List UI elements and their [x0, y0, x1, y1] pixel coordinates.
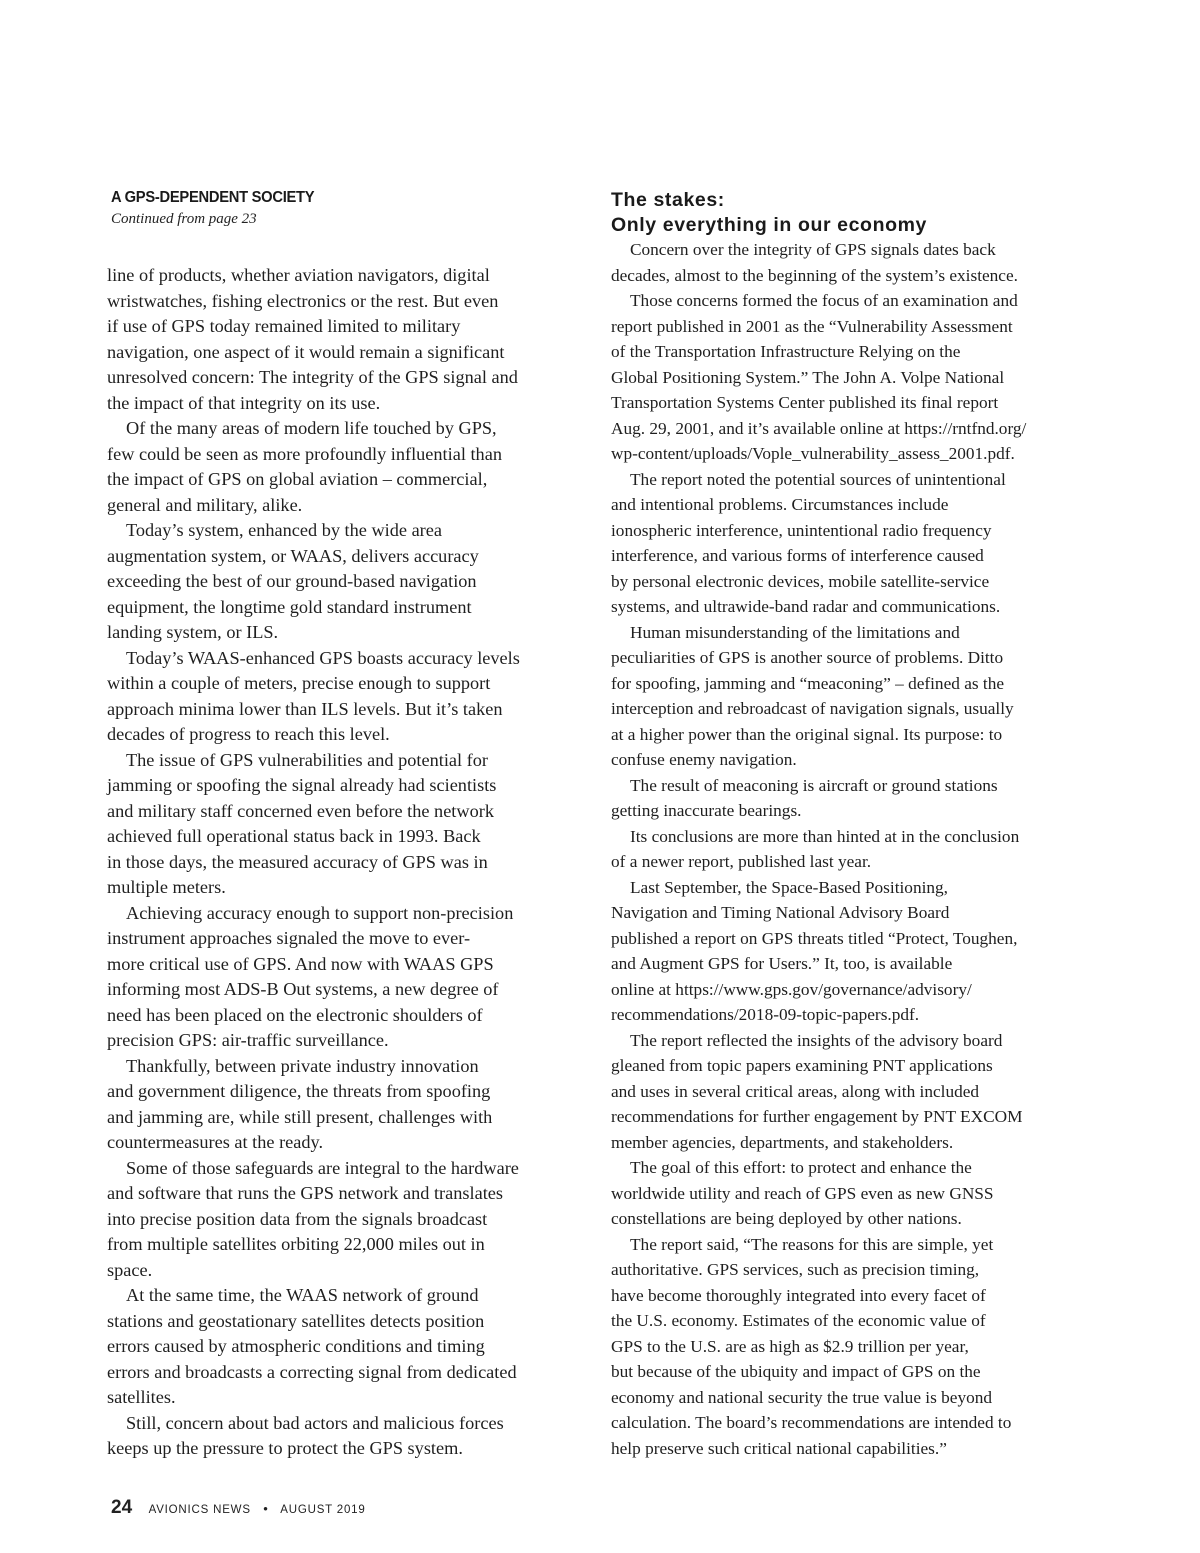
text-line: multiple meters. — [107, 877, 226, 897]
text-line: worldwide utility and reach of GPS even as new GNSS — [611, 1183, 994, 1203]
paragraph — [611, 824, 1083, 875]
text-line: countermeasures at the ready. — [107, 1132, 324, 1152]
paragraph — [107, 518, 577, 646]
text-line: calculation. The board’s recommendations are intended to — [611, 1413, 1012, 1432]
text-line: Aug. 29, 2001, and it’s available online at https://rntfnd.org/ — [611, 418, 1027, 438]
text-line: confuse enemy navigation. — [611, 750, 797, 769]
text-line: The goal of this effort: to protect and enhance the — [630, 1158, 972, 1177]
footer-separator: • — [263, 1501, 268, 1516]
paragraph — [611, 1232, 1083, 1462]
text-line: Global Positioning System.” The John A. Volpe National — [611, 367, 1005, 387]
text-line: from multiple satellites orbiting 22,000 miles out in — [107, 1234, 485, 1254]
text-line: ionospheric interference, unintentional radio frequency — [611, 520, 992, 540]
text-line: Human misunderstanding of the limitations and — [630, 622, 960, 642]
text-line: GPS to the U.S. are as high as $2.9 trillion per year, — [611, 1336, 969, 1356]
text-line: report published in 2001 as the “Vulnerability Assessment — [611, 316, 1013, 336]
text-line: Today’s system, enhanced by the wide area — [126, 520, 442, 540]
text-line: the impact of that integrity on its use. — [107, 392, 381, 413]
paragraph — [611, 288, 1083, 467]
text-line: informing most ADS-B Out systems, a new degree of — [107, 979, 499, 999]
text-line: line of products, whether aviation navigators, digital — [107, 265, 490, 285]
text-line: achieved full operational status back in 1993. Back — [107, 826, 481, 846]
text-line: wristwatches, fishing electronics or the rest. But even — [107, 290, 499, 311]
heading-line: Only everything in our economy — [611, 214, 927, 236]
heading-line: The stakes: — [611, 189, 725, 211]
text-line: and jamming are, while still present, challenges with — [107, 1106, 493, 1127]
magazine-name: AVIONICS NEWS — [148, 1504, 251, 1516]
text-line: approach minima lower than ILS levels. But it’s taken — [107, 698, 503, 719]
text-line: Still, concern about bad actors and malicious forces — [126, 1412, 504, 1433]
text-line: navigation, one aspect of it would remain a significant — [107, 341, 505, 362]
text-line: decades, almost to the beginning of the system’s existence. — [611, 265, 1018, 285]
paragraph — [107, 416, 577, 518]
text-line: The report noted the potential sources of unintentional — [630, 469, 1006, 489]
text-line: help preserve such critical national capabilities.” — [611, 1438, 947, 1458]
text-line: the impact of GPS on global aviation – commercial, — [107, 469, 488, 489]
text-line: gleaned from topic papers examining PNT applications — [611, 1056, 993, 1075]
text-line: The issue of GPS vulnerabilities and potential for — [126, 749, 489, 770]
paragraph — [611, 620, 1083, 773]
text-line: need has been placed on the electronic shoulders of — [107, 1004, 483, 1025]
text-line: within a couple of meters, precise enough to support — [107, 673, 491, 693]
text-line: errors caused by atmospheric conditions and timing — [107, 1336, 485, 1356]
text-line: authoritative. GPS services, such as precision timing, — [611, 1260, 980, 1279]
text-line: jamming or spoofing the signal already had scientists — [107, 775, 497, 795]
left-column — [107, 263, 577, 1462]
text-line: systems, and ultrawide-band radar and communications. — [611, 597, 1001, 616]
text-line: augmentation system, or WAAS, delivers accuracy — [107, 545, 479, 566]
paragraph — [107, 901, 577, 1054]
text-line: At the same time, the WAAS network of ground — [126, 1285, 479, 1305]
text-line: errors and broadcasts a correcting signal from dedicated — [107, 1361, 517, 1382]
text-line: but because of the ubiquity and impact of GPS on the — [611, 1362, 981, 1381]
text-line: Of the many areas of modern life touched by GPS, — [126, 418, 497, 438]
text-line: and software that runs the GPS network and translates — [107, 1183, 504, 1203]
text-line: in those days, the measured accuracy of GPS was in — [107, 851, 488, 872]
text-line: Achieving accuracy enough to support non-precision — [126, 902, 514, 923]
text-line: and military staff concerned even before the network — [107, 800, 494, 821]
text-line: Navigation and Timing National Advisory Board — [611, 903, 950, 922]
text-line: the U.S. economy. Estimates of the economic value of — [611, 1311, 986, 1330]
paragraph — [107, 1054, 577, 1156]
text-line: Last September, the Space-Based Positioning, — [630, 877, 948, 897]
paragraph — [107, 1156, 577, 1284]
text-line: Some of those safeguards are integral to the hardware — [126, 1157, 519, 1178]
text-line: published a report on GPS threats titled “Protect, Toughen, — [611, 928, 1018, 948]
paragraph — [107, 1411, 577, 1462]
text-line: stations and geostationary satellites detects position — [107, 1310, 485, 1331]
text-line: exceeding the best of our ground-based navigation — [107, 571, 477, 591]
text-line: satellites. — [107, 1387, 176, 1407]
text-line: Transportation Systems Center published its final report — [611, 393, 999, 412]
text-line: economy and national security the true value is beyond — [611, 1387, 993, 1407]
text-line: space. — [107, 1259, 153, 1280]
text-line: The report reflected the insights of the advisory board — [630, 1030, 1003, 1050]
text-line: at a higher power than the original signal. Its purpose: to — [611, 724, 1003, 744]
text-line: online at https://www.gps.gov/governance/advisory/ — [611, 979, 972, 999]
text-line: more critical use of GPS. And now with WAAS GPS — [107, 953, 494, 974]
paragraph — [107, 1283, 577, 1411]
text-line: The report said, “The reasons for this are simple, yet — [630, 1234, 994, 1254]
page-footer — [111, 1497, 366, 1519]
text-line: if use of GPS today remained limited to military — [107, 316, 461, 336]
text-line: member agencies, departments, and stakeholders. — [611, 1132, 954, 1152]
text-line: Its conclusions are more than hinted at in the conclusion — [630, 826, 1020, 846]
text-line: Thankfully, between private industry innovation — [126, 1055, 479, 1076]
text-line: instrument approaches signaled the move to ever- — [107, 928, 471, 948]
continued-note: Continued from page 23 — [111, 211, 257, 227]
text-line: interference, and various forms of interference caused — [611, 546, 984, 565]
text-line: unresolved concern: The integrity of the GPS signal and — [107, 367, 518, 387]
text-line: of a newer report, published last year. — [611, 852, 872, 871]
paragraph — [107, 748, 577, 901]
text-line: and Augment GPS for Users.” It, too, is available — [611, 954, 953, 973]
text-line: and uses in several critical areas, along with included — [611, 1081, 980, 1101]
right-column — [611, 237, 1083, 1461]
text-line: peculiarities of GPS is another source of problems. Ditto — [611, 648, 1004, 667]
text-line: and government diligence, the threats from spoofing — [107, 1081, 491, 1101]
paragraph — [611, 1155, 1083, 1232]
paragraph — [611, 1028, 1083, 1156]
text-line: equipment, the longtime gold standard instrument — [107, 596, 472, 617]
paragraph — [611, 773, 1083, 824]
text-line: wp-content/uploads/Vople_vulnerability_assess_2001.pdf. — [611, 444, 1015, 463]
section-kicker: A GPS-DEPENDENT SOCIETY — [111, 189, 315, 206]
text-line: keeps up the pressure to protect the GPS system. — [107, 1438, 463, 1458]
section-heading — [611, 188, 927, 238]
text-line: The result of meaconing is aircraft or ground stations — [630, 775, 998, 795]
text-line: landing system, or ILS. — [107, 622, 279, 642]
text-line: general and military, alike. — [107, 494, 303, 515]
text-line: Concern over the integrity of GPS signals dates back — [630, 240, 996, 259]
paragraph — [611, 875, 1083, 1028]
text-line: recommendations/2018-09-topic-papers.pdf. — [611, 1005, 920, 1024]
paragraph — [611, 467, 1083, 620]
text-line: Those concerns formed the focus of an examination and — [630, 291, 1018, 310]
paragraph — [611, 237, 1083, 288]
issue-date: AUGUST 2019 — [280, 1504, 366, 1516]
text-line: by personal electronic devices, mobile satellite-service — [611, 571, 990, 591]
text-line: into precise position data from the signals broadcast — [107, 1208, 488, 1229]
text-line: and intentional problems. Circumstances include — [611, 495, 949, 514]
text-line: precision GPS: air-traffic surveillance. — [107, 1030, 389, 1050]
text-line: recommendations for further engagement by PNT EXCOM — [611, 1107, 1023, 1126]
text-line: have become thoroughly integrated into every facet of — [611, 1285, 986, 1305]
text-line: of the Transportation Infrastructure Relying on the — [611, 342, 961, 361]
text-line: decades of progress to reach this level. — [107, 724, 390, 744]
paragraph — [107, 263, 577, 416]
text-line: getting inaccurate bearings. — [611, 801, 802, 820]
text-line: for spoofing, jamming and “meaconing” – defined as the — [611, 673, 1005, 693]
text-line: interception and rebroadcast of navigation signals, usually — [611, 699, 1014, 718]
text-line: few could be seen as more profoundly influential than — [107, 443, 502, 464]
text-line: Today’s WAAS-enhanced GPS boasts accuracy levels — [126, 647, 520, 668]
page-number: 24 — [111, 1497, 133, 1518]
paragraph — [107, 646, 577, 748]
text-line: constellations are being deployed by other nations. — [611, 1209, 962, 1228]
